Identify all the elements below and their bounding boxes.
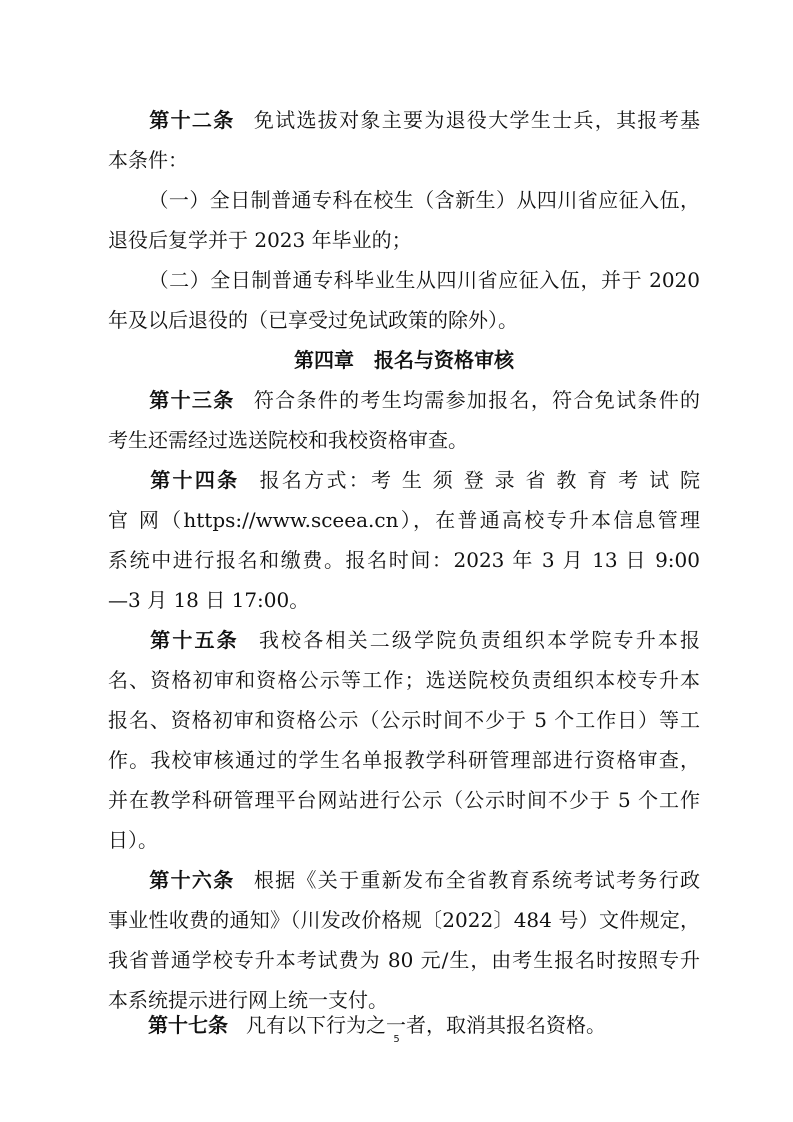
article-15	[108, 620, 700, 860]
article-15-line-2: 名、资格初审和资格公示等工作；选送院校负责组织本校专升本	[108, 668, 700, 692]
article-15-label: 第十五条	[148, 628, 239, 652]
article-12-label: 第十二条	[148, 108, 235, 132]
article-16	[108, 860, 700, 1020]
article-14-line-3: 系统中进行报名和缴费。报名时间：2023 年 3 月 13 日 9:00	[108, 548, 700, 572]
article-14-line-4: —3 月 18 日 17:00。	[108, 588, 310, 612]
article-14	[108, 460, 700, 620]
page-number: 5	[393, 1034, 400, 1045]
article-13-line-1: 第十三条 符合条件的考生均需参加报名，符合免试条件的	[148, 388, 701, 412]
article-12-line-1: 第十二条 免试选拔对象主要为退役大学生士兵，其报考基	[148, 108, 701, 132]
article-15-line-3: 报名、资格初审和资格公示（公示时间不少于 5 个工作日）等工	[108, 708, 700, 732]
article-15-line-6: 日）。	[108, 828, 158, 852]
article-12-item-1-line-1: （一）全日制普通专科在校生（含新生）从四川省应征入伍，	[148, 188, 700, 212]
article-14-label: 第十四条	[148, 468, 240, 492]
article-14-line-1: 第十四条 报名方式：考 生 须 登 录 省 教 育 考 试 院	[148, 468, 700, 492]
article-12-line-2: 本条件：	[108, 148, 188, 172]
article-16-line-3: 我省普通学校专升本考试费为 80 元/生，由考生报名时按照专升	[108, 948, 700, 972]
article-12-item-1-line-2: 退役后复学并于 2023 年毕业的；	[108, 228, 412, 252]
article-13	[108, 380, 700, 460]
article-15-line-1: 第十五条 我校各相关二级学院负责组织本学院专升本报	[148, 628, 701, 652]
article-17-line-1: 第十七条 凡有以下行为之一者，取消其报名资格。	[148, 1013, 606, 1037]
article-16-line-1: 第十六条 根据《关于重新发布全省教育系统考试考务行政	[148, 868, 701, 892]
chapter-heading: 第四章 报名与资格审核	[294, 348, 514, 372]
article-16-label: 第十六条	[148, 868, 235, 892]
article-12-item-2-line-2: 年及以后退役的（已享受过免试政策的除外）。	[108, 308, 518, 332]
article-13-line-2: 考生还需经过选送院校和我校资格审查。	[108, 428, 468, 452]
article-16-line-4: 本系统提示进行网上统一支付。	[108, 988, 388, 1012]
article-12	[108, 100, 700, 340]
article-15-line-4: 作。我校审核通过的学生名单报教学科研管理部进行资格审查，	[108, 748, 700, 772]
article-12-item-2-line-1: （二）全日制普通专科毕业生从四川省应征入伍，并于 2020	[148, 268, 700, 292]
article-17-label: 第十七条	[148, 1013, 228, 1037]
article-13-label: 第十三条	[148, 388, 235, 412]
article-15-line-5: 并在教学科研管理平台网站进行公示（公示时间不少于 5 个工作	[108, 788, 700, 812]
article-14-line-2: 官 网（https://www.sceea.cn），在普通高校专升本信息管理	[108, 508, 700, 532]
article-16-line-2: 事业性收费的通知》（川发改价格规〔2022〕484 号）文件规定，	[108, 908, 700, 932]
